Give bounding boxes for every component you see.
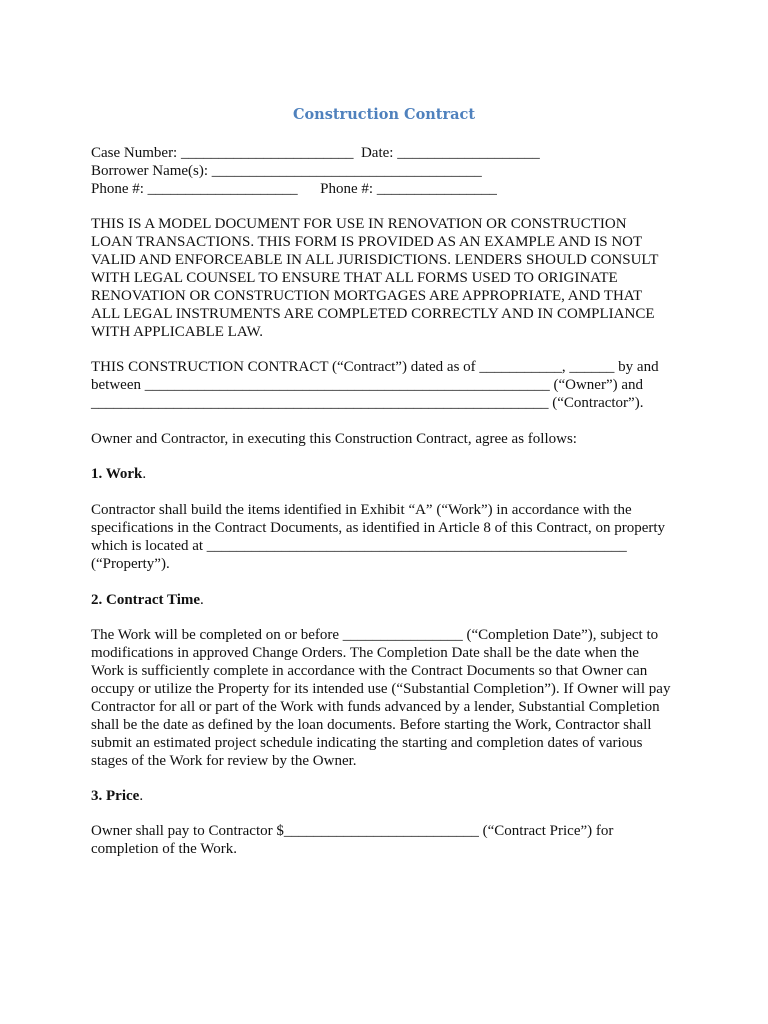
section-line: completion of the Work. — [91, 841, 237, 857]
disclaimer-line: WITH APPLICABLE LAW. — [91, 324, 263, 340]
disclaimer-paragraph — [91, 215, 691, 341]
section-heading-text: 1. Work — [91, 466, 143, 482]
disclaimer-line: RENOVATION OR CONSTRUCTION MORTGAGES ARE APPROPRIATE, AND THAT — [91, 288, 643, 304]
agreement-line: Owner and Contractor, in executing this Construction Contract, agree as follows: — [91, 431, 577, 447]
section-heading-text: 3. Price — [91, 788, 140, 804]
section-heading-dot: . — [139, 788, 144, 804]
section-line: stages of the Work for review by the Owner. — [91, 753, 357, 769]
disclaimer-line: ALL LEGAL INSTRUMENTS ARE COMPLETED CORRECTLY AND IN COMPLIANCE — [91, 306, 655, 322]
parties-paragraph — [91, 358, 691, 412]
section-line: shall be the date as defined by the loan documents. Before starting the Work, Contractor shall — [91, 717, 652, 733]
disclaimer-line: WITH LEGAL COUNSEL TO ENSURE THAT ALL FORMS USED TO ORIGINATE — [91, 270, 618, 286]
section-line: Contractor for all or part of the Work with funds advanced by a lender, Substantial Completion — [91, 699, 660, 715]
section-line: (“Property”). — [91, 556, 170, 572]
section-line: specifications in the Contract Documents, as identified in Article 8 of this Contract, on property — [91, 520, 666, 536]
section-line: submit an estimated project schedule indicating the starting and completion dates of various — [91, 735, 643, 751]
case-number-date-line: Case Number: _______________________ Date: ___________________ — [91, 145, 540, 161]
section-work-body — [91, 501, 691, 573]
section-price-body — [91, 822, 691, 858]
section-heading-text: 2. Contract Time — [91, 592, 201, 608]
section-heading-dot: . — [142, 466, 147, 482]
phone-line: Phone #: ____________________ Phone #: ________________ — [91, 181, 497, 197]
section-line: modifications in approved Change Orders. The Completion Date shall be the date when the — [91, 645, 639, 661]
section-line: which is located at ________________________________________________________ — [91, 538, 627, 554]
section-line: Work is sufficiently complete in accordance with the Contract Documents so that Owner can — [91, 663, 648, 679]
agreement-intro — [91, 430, 691, 448]
section-line: occupy or utilize the Property for its intended use (“Substantial Completion”). If Owner will pay — [91, 681, 671, 697]
parties-line: _____________________________________________________________ (“Contractor”). — [91, 395, 644, 411]
header-fields — [91, 144, 691, 198]
section-line: Contractor shall build the items identified in Exhibit “A” (“Work”) in accordance with the — [91, 502, 632, 518]
document-title: Construction Contract — [292, 106, 476, 123]
section-heading-dot: . — [200, 592, 204, 608]
parties-line: between ______________________________________________________ (“Owner”) and — [91, 377, 644, 393]
section-work-heading — [91, 465, 691, 483]
disclaimer-line: VALID AND ENFORCEABLE IN ALL JURISDICTIONS. LENDERS SHOULD CONSULT — [91, 252, 659, 268]
section-line: Owner shall pay to Contractor $__________________________ (“Contract Price”) for — [91, 823, 614, 839]
section-contract-time-body — [91, 626, 691, 770]
section-contract-time-heading — [91, 591, 691, 609]
disclaimer-line: THIS IS A MODEL DOCUMENT FOR USE IN RENOVATION OR CONSTRUCTION — [91, 216, 627, 232]
section-line: The Work will be completed on or before ________________ (“Completion Date”), subject to — [91, 627, 659, 643]
section-price-heading — [91, 787, 691, 805]
disclaimer-line: LOAN TRANSACTIONS. THIS FORM IS PROVIDED AS AN EXAMPLE AND IS NOT — [91, 234, 643, 250]
borrower-name-line: Borrower Name(s): ____________________________________ — [91, 163, 482, 179]
parties-line: THIS CONSTRUCTION CONTRACT (“Contract”) dated as of ___________, ______ by and — [91, 359, 659, 375]
